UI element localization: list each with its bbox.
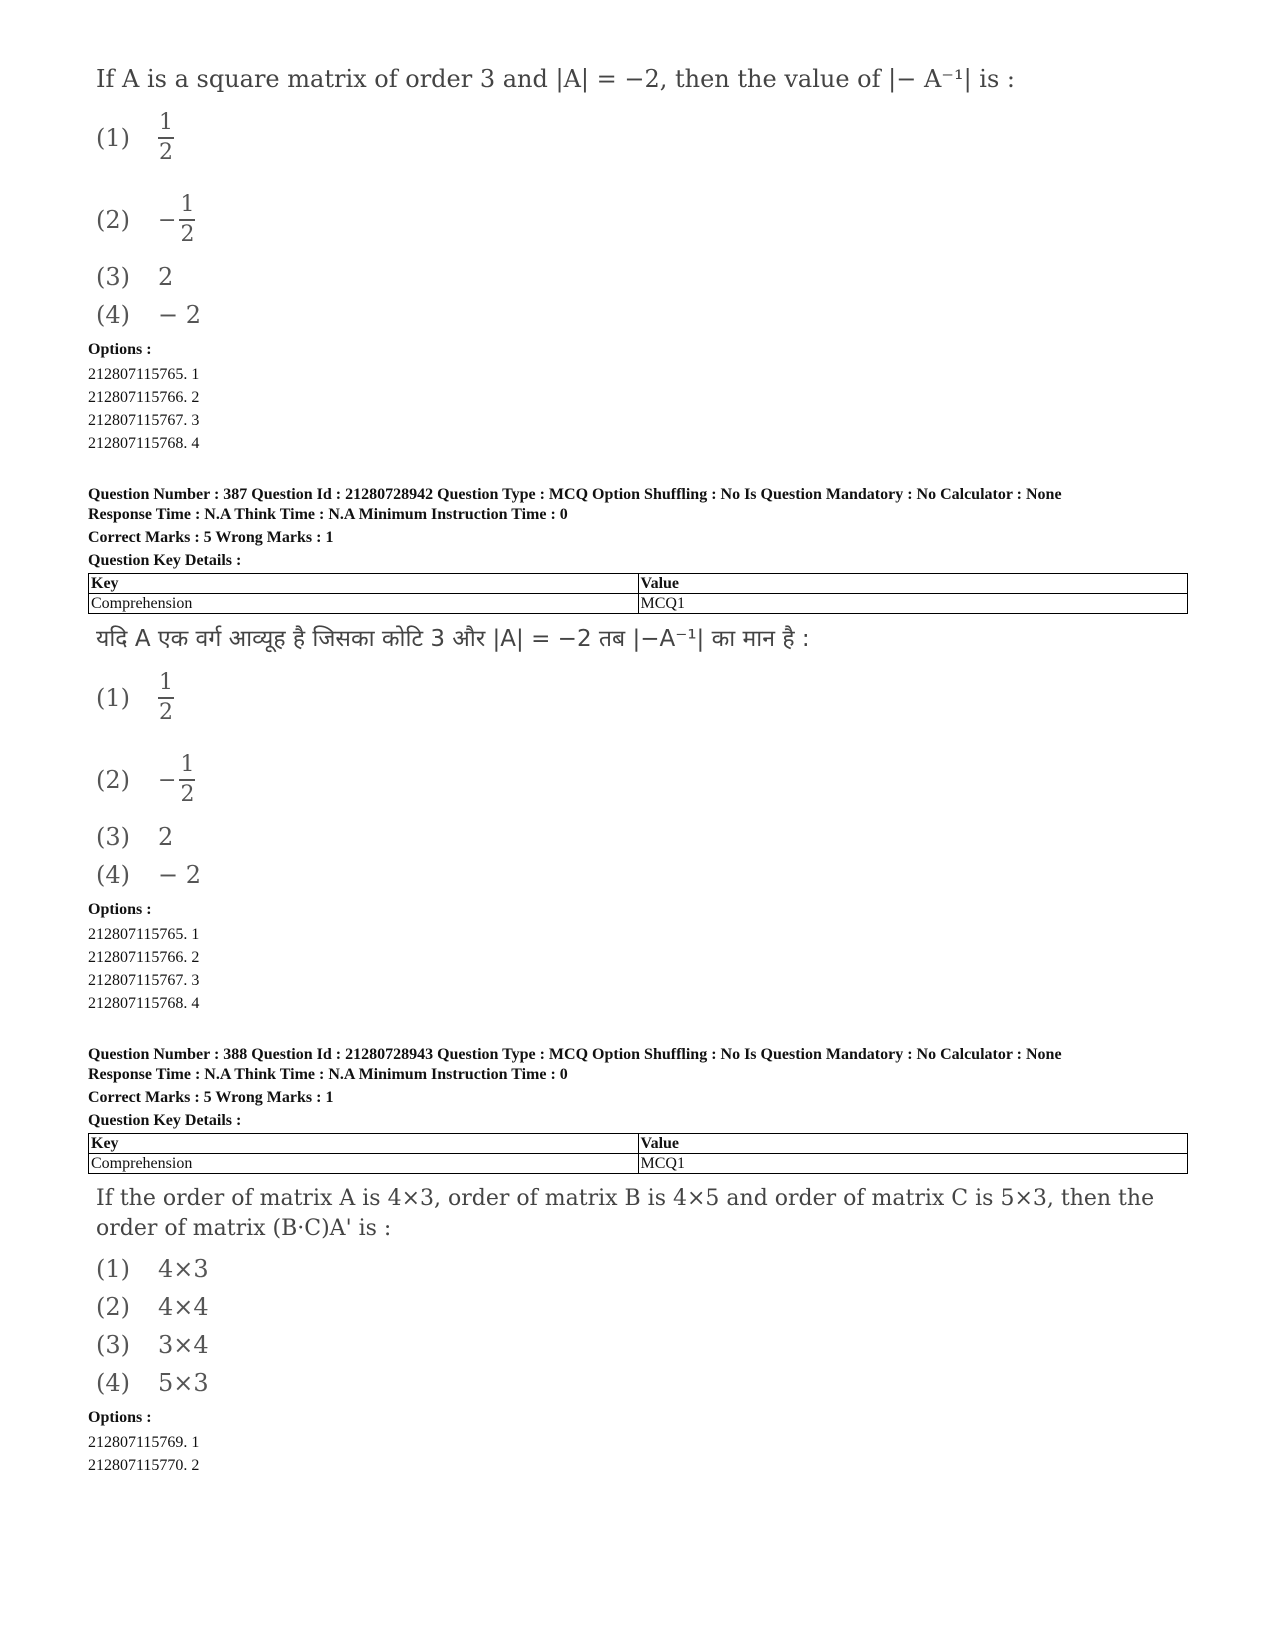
question-stem-line-1: If the order of matrix A is 4×3, order of matrix B is 4×5 and order of matrix C is 5×3, then the (96, 1186, 1155, 1211)
option-label: (2) (96, 1293, 130, 1321)
option-id: 212807115768. 4 (88, 995, 200, 1012)
option-label: (4) (96, 861, 130, 889)
fraction (179, 752, 195, 808)
option-value: − 2 (158, 301, 202, 329)
table-header-key: Key (89, 574, 639, 594)
option-id-list (88, 1431, 1188, 1477)
option-label: (2) (96, 766, 130, 794)
option-id: 212807115765. 1 (88, 926, 200, 943)
options-heading: Options : (88, 901, 152, 918)
denominator: 2 (159, 140, 173, 165)
fraction (158, 670, 174, 726)
option-4 (96, 1364, 1188, 1402)
numerator: 1 (159, 110, 173, 135)
option-label: (3) (96, 823, 130, 851)
option-value: 5×3 (158, 1369, 209, 1397)
question-386 (88, 64, 1188, 455)
option-id-list (88, 363, 1188, 455)
option-value: 4×3 (158, 1255, 209, 1283)
table-row (89, 1154, 1188, 1174)
table-header-row (89, 1134, 1188, 1154)
options-heading: Options : (88, 1409, 152, 1426)
question-stem: If A is a square matrix of order 3 and |A| = −2, then the value of |− A⁻¹| is : (96, 65, 1015, 93)
option-1 (96, 102, 1188, 174)
question-header: Question Number : 388 Question Id : 21280728943 Question Type : MCQ Option Shuffling : No Is Question Mandatory : No Calculator : None (88, 1046, 1062, 1063)
table-header-key: Key (89, 1134, 639, 1154)
option-id: 212807115770. 2 (88, 1457, 200, 1474)
table-cell-key: Comprehension (89, 594, 639, 614)
table-row (89, 594, 1188, 614)
question-image (88, 64, 1188, 334)
numerator: 1 (180, 752, 195, 777)
option-value: 3×4 (158, 1331, 209, 1359)
option-4 (96, 856, 1188, 894)
option-value: 2 (158, 823, 174, 851)
option-id: 212807115766. 2 (88, 949, 200, 966)
table-cell-value: MCQ1 (638, 594, 1188, 614)
option-label: (1) (96, 124, 130, 152)
option-id: 212807115767. 3 (88, 412, 200, 429)
question-388 (88, 1045, 1188, 1477)
option-label: (1) (96, 1255, 130, 1283)
option-3 (96, 1326, 1188, 1364)
question-stem: यदि A एक वर्ग आव्यूह है जिसका कोटि 3 और |A| = −2 तब |−A⁻¹| का मान है : (96, 626, 810, 652)
denominator: 2 (180, 222, 195, 247)
option-1 (96, 662, 1188, 734)
option-4 (96, 296, 1188, 334)
question-marks: Correct Marks : 5 Wrong Marks : 1 (88, 1089, 334, 1106)
option-2 (96, 744, 1188, 816)
option-id: 212807115769. 1 (88, 1434, 200, 1451)
option-label: (4) (96, 1369, 130, 1397)
question-387 (88, 485, 1188, 1015)
option-3 (96, 818, 1188, 856)
option-id: 212807115765. 1 (88, 366, 200, 383)
denominator: 2 (180, 782, 195, 807)
option-id: 212807115768. 4 (88, 435, 200, 452)
minus-sign: − (158, 207, 177, 233)
option-2 (96, 184, 1188, 256)
table-cell-key: Comprehension (89, 1154, 639, 1174)
option-label: (3) (96, 263, 130, 291)
option-label: (2) (96, 206, 130, 234)
table-header-row (89, 574, 1188, 594)
question-marks: Correct Marks : 5 Wrong Marks : 1 (88, 529, 334, 546)
option-id: 212807115767. 3 (88, 972, 200, 989)
key-details-table (88, 573, 1188, 614)
table-header-value: Value (638, 574, 1188, 594)
option-id-list (88, 923, 1188, 1015)
question-image (88, 1184, 1188, 1402)
option-label: (4) (96, 301, 130, 329)
key-details-heading: Question Key Details : (88, 1112, 242, 1129)
option-2 (96, 1288, 1188, 1326)
option-1 (96, 1250, 1188, 1288)
option-id: 212807115766. 2 (88, 389, 200, 406)
key-details-table (88, 1133, 1188, 1174)
fraction (179, 192, 195, 248)
minus-sign: − (158, 767, 177, 793)
option-label: (1) (96, 684, 130, 712)
denominator: 2 (159, 700, 173, 725)
numerator: 1 (180, 192, 195, 217)
option-3 (96, 258, 1188, 296)
question-timing: Response Time : N.A Think Time : N.A Minimum Instruction Time : 0 (88, 1066, 568, 1083)
key-details-heading: Question Key Details : (88, 552, 242, 569)
numerator: 1 (159, 670, 173, 695)
question-header: Question Number : 387 Question Id : 21280728942 Question Type : MCQ Option Shuffling : No Is Question Mandatory : No Calculator : None (88, 486, 1062, 503)
option-value: 4×4 (158, 1293, 209, 1321)
question-stem-line-2: order of matrix (B·C)A' is : (96, 1216, 392, 1241)
question-timing: Response Time : N.A Think Time : N.A Minimum Instruction Time : 0 (88, 506, 568, 523)
option-value: 2 (158, 263, 174, 291)
fraction (158, 110, 174, 166)
option-label: (3) (96, 1331, 130, 1359)
options-heading: Options : (88, 341, 152, 358)
question-page (88, 62, 1188, 1477)
option-value: − 2 (158, 861, 202, 889)
table-cell-value: MCQ1 (638, 1154, 1188, 1174)
question-image (88, 624, 1188, 894)
table-header-value: Value (638, 1134, 1188, 1154)
